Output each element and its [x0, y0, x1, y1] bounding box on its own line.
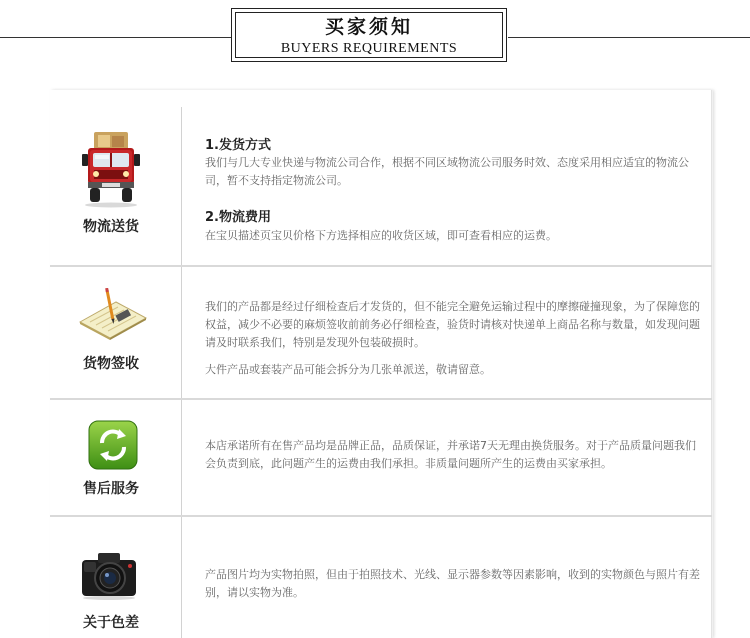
- refresh-arrows-icon: [88, 420, 138, 474]
- after-sales-text: 本店承诺所有在售产品均是品牌正品，品质保证，并承诺7天无理由换货服务。对于产品质量问题我们会负责到底，此问题产生的运费由我们承担。非质量问题所产生的运费由买家承担。: [205, 439, 696, 470]
- section-label-color-difference: 关于色差: [83, 615, 139, 631]
- header-rule-left: [0, 37, 232, 38]
- receipt-text-split-delivery: 大件产品或套装产品可能会拆分为几张单派送，敬请留意。: [205, 363, 491, 376]
- section-divider-3: [50, 515, 712, 517]
- camera-icon: [80, 550, 138, 604]
- panel-edge-shadow: [711, 90, 713, 638]
- logistics-heading-shipping-fee: 2.物流费用: [205, 210, 271, 225]
- section-label-receipt: 货物签收: [83, 356, 139, 372]
- title-inner-frame: [235, 12, 503, 58]
- delivery-truck-icon: [80, 130, 142, 212]
- logistics-heading-shipping-method: 1.发货方式: [205, 138, 271, 153]
- section-divider-2: [50, 398, 712, 400]
- clipboard-pencil-icon: [76, 288, 148, 344]
- logistics-text-shipping-method: 我们与几大专业快递与物流公司合作，根据不同区域物流公司服务时效、态度采用相应适宜的物流公司，暂不支持指定物流公司。: [205, 156, 689, 187]
- section-divider-1: [50, 265, 712, 267]
- title-box: [231, 8, 507, 62]
- page-subtitle: BUYERS REQUIREMENTS: [280, 41, 458, 56]
- receipt-text-inspection: 我们的产品都是经过仔细检查后才发货的，但不能完全避免运输过程中的摩擦碰撞现象，为了保障您的权益，减少不必要的麻烦签收前前务必仔细检查，验货时请核对快递单上商品名称与数量，如发现问题请及时联系我们，特别是发现外包装破损时。: [205, 300, 700, 349]
- header-rule-right: [508, 37, 750, 38]
- section-label-after-sales: 售后服务: [83, 481, 139, 497]
- logistics-text-shipping-fee: 在宝贝描述页宝贝价格下方选择相应的收货区域，即可查看相应的运费。: [205, 229, 557, 242]
- vertical-divider: [181, 107, 182, 638]
- color-difference-text: 产品图片均为实物拍照，但由于拍照技术、光线、显示器参数等因素影响，收到的实物颜色与照片有差别，请以实物为准。: [205, 568, 700, 599]
- page-title: 买家须知: [324, 16, 413, 38]
- section-label-logistics: 物流送货: [83, 219, 139, 235]
